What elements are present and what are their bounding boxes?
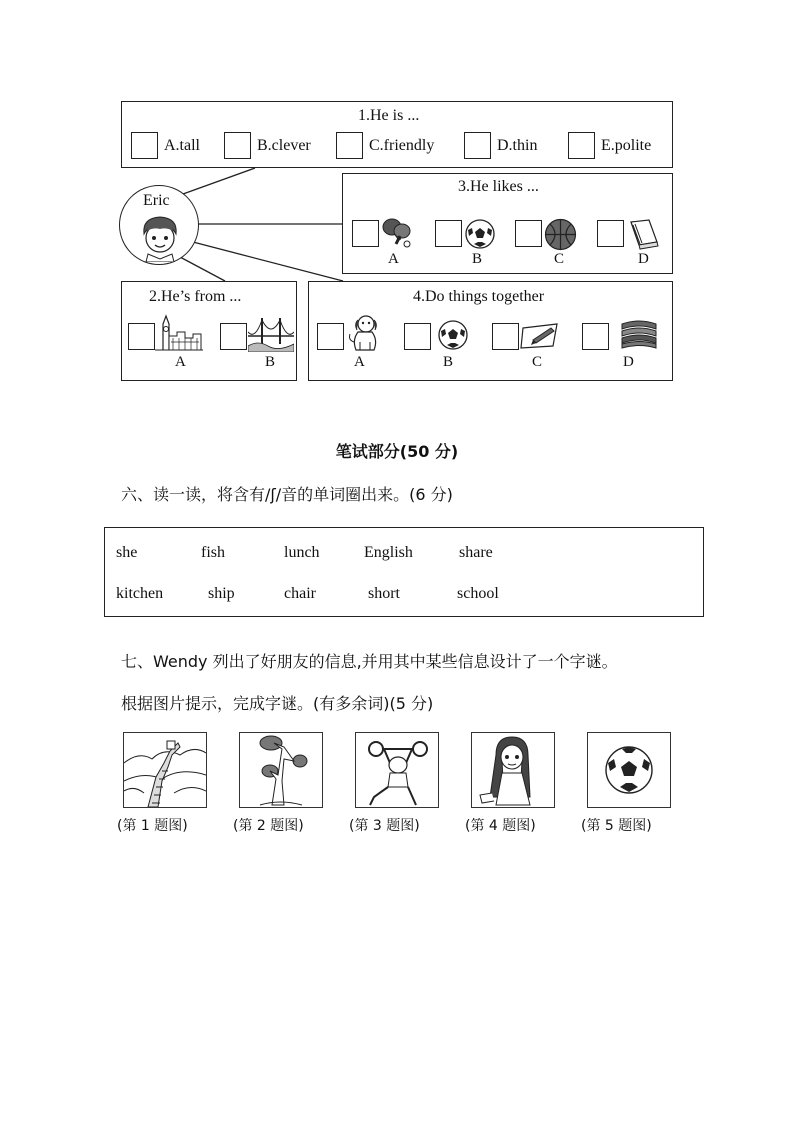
- boy-face-icon: [138, 214, 182, 262]
- caption-5: (第 5 题图): [581, 818, 652, 834]
- basketball-icon: [544, 218, 577, 251]
- label-4d: D: [623, 354, 634, 370]
- question-1-title: 1.He is ...: [358, 107, 420, 124]
- option-1e: E.polite: [601, 137, 652, 154]
- word-ship[interactable]: ship: [208, 585, 235, 602]
- picture-3: [355, 732, 439, 808]
- question-2-box: [121, 281, 297, 381]
- word-lunch[interactable]: lunch: [284, 544, 320, 561]
- label-4b: B: [443, 354, 454, 370]
- ping-pong-icon: [380, 216, 414, 250]
- checkbox-1a[interactable]: [131, 132, 158, 159]
- checkbox-1b[interactable]: [224, 132, 251, 159]
- section-6-instruction: 六、读一读，将含有/ʃ/音的单词圈出来。(6 分): [121, 485, 453, 504]
- word-chair[interactable]: chair: [284, 585, 316, 602]
- football-icon: [437, 319, 469, 351]
- girl-icon: [472, 733, 554, 807]
- option-1a: A.tall: [164, 137, 200, 154]
- eric-name: Eric: [143, 192, 170, 209]
- checkbox-4a[interactable]: [317, 323, 344, 350]
- word-share[interactable]: share: [459, 544, 493, 561]
- word-kitchen[interactable]: kitchen: [116, 585, 164, 602]
- word-box: [104, 527, 704, 617]
- question-4-box: [308, 281, 673, 381]
- checkbox-3c[interactable]: [515, 220, 542, 247]
- checkbox-3a[interactable]: [352, 220, 379, 247]
- word-she[interactable]: she: [116, 544, 138, 561]
- word-english[interactable]: English: [364, 544, 413, 561]
- section-7-instruction-line1: 七、Wendy 列出了好朋友的信息,并用其中某些信息设计了一个字谜。: [121, 652, 618, 671]
- label-4c: C: [532, 354, 543, 370]
- drawing-icon: [519, 320, 561, 350]
- question-4-title: 4.Do things together: [413, 288, 545, 305]
- checkbox-1e[interactable]: [568, 132, 595, 159]
- checkbox-4d[interactable]: [582, 323, 609, 350]
- word-school[interactable]: school: [457, 585, 499, 602]
- label-2a: A: [175, 354, 186, 370]
- label-3a: A: [388, 251, 399, 267]
- label-3d: D: [638, 251, 649, 267]
- checkbox-4b[interactable]: [404, 323, 431, 350]
- word-short[interactable]: short: [368, 585, 400, 602]
- books-icon: [627, 216, 661, 250]
- picture-2: [239, 732, 323, 808]
- caption-4: (第 4 题图): [465, 818, 536, 834]
- checkbox-1c[interactable]: [336, 132, 363, 159]
- caption-3: (第 3 题图): [349, 818, 420, 834]
- label-3b: B: [472, 251, 483, 267]
- word-fish[interactable]: fish: [201, 544, 225, 561]
- option-1d: D.thin: [497, 137, 538, 154]
- golden-gate-bridge-icon: [248, 312, 294, 352]
- weightlifter-icon: [356, 733, 438, 807]
- option-1b: B.clever: [257, 137, 311, 154]
- tree-icon: [240, 733, 322, 807]
- question-1-box: [121, 101, 673, 168]
- football-icon: [464, 218, 496, 250]
- checkbox-3d[interactable]: [597, 220, 624, 247]
- picture-1: [123, 732, 207, 808]
- caption-2: (第 2 题图): [233, 818, 304, 834]
- big-ben-icon: [155, 312, 203, 352]
- label-3c: C: [554, 251, 565, 267]
- question-3-box: [342, 173, 673, 274]
- label-2b: B: [265, 354, 276, 370]
- books-stack-icon: [618, 318, 660, 350]
- question-2-title: 2.He’s from ...: [149, 288, 242, 305]
- checkbox-2b[interactable]: [220, 323, 247, 350]
- picture-5: [587, 732, 671, 808]
- section-7-instruction-line2: 根据图片提示，完成字谜。(有多余词)(5 分): [121, 694, 434, 713]
- checkbox-1d[interactable]: [464, 132, 491, 159]
- question-3-title: 3.He likes ...: [458, 178, 539, 195]
- written-part-title: 笔试部分(50 分): [335, 442, 459, 461]
- checkbox-3b[interactable]: [435, 220, 462, 247]
- football-icon: [588, 733, 670, 807]
- checkbox-2a[interactable]: [128, 323, 155, 350]
- option-1c: C.friendly: [369, 137, 435, 154]
- great-wall-icon: [124, 733, 206, 807]
- caption-1: (第 1 题图): [117, 818, 188, 834]
- checkbox-4c[interactable]: [492, 323, 519, 350]
- eric-circle: [119, 185, 199, 265]
- label-4a: A: [354, 354, 365, 370]
- dog-icon: [346, 312, 382, 354]
- picture-4: [471, 732, 555, 808]
